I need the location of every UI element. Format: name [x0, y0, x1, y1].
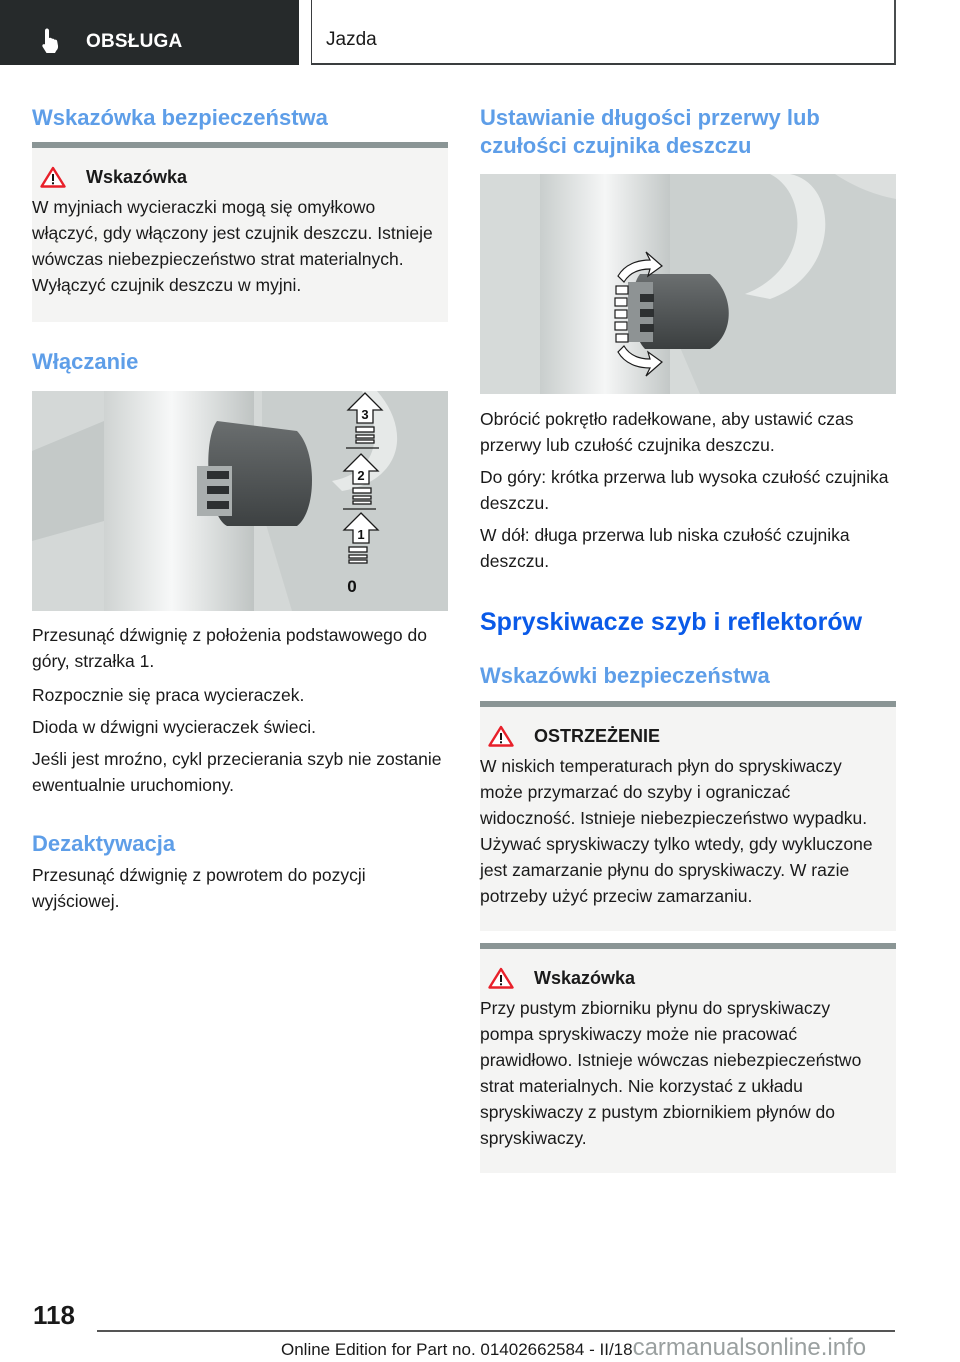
note-box-hint — [32, 142, 448, 322]
paragraph: Przesunąć dźwignię z położenia podstawowego do góry, strzałka 1. — [32, 625, 427, 671]
note-box-hint — [480, 943, 896, 1173]
edition-text: Online Edition for Part no. 01402662584 - II/18 — [281, 1340, 633, 1359]
paragraph: Przesunąć dźwignię z powrotem do pozycji wyjściowej. — [32, 865, 366, 911]
note-title — [480, 725, 884, 747]
warning-triangle-icon — [488, 725, 514, 747]
on-instructions — [32, 622, 448, 798]
off-heading: Dezaktywacja — [32, 831, 176, 856]
note-title-text: Wskazówka — [86, 166, 188, 187]
knurled-wheel-figure — [480, 174, 896, 394]
note-title — [480, 967, 884, 989]
footer-divider — [97, 1330, 895, 1332]
note-title-text: Wskazówka — [534, 967, 636, 988]
paragraph: W dół: długa przerwa lub niska czułość czujnika deszczu. — [480, 525, 850, 571]
svg-text:2: 2 — [357, 468, 365, 483]
note-body: W myjniach wycieraczki mogą się omyłkowo włączyć, gdy włączony jest czujnik deszczu. Istnieje wówczas niebezpieczeństwo strat materialnych. Wyłączyć czujnik deszczu w myjni. — [32, 197, 433, 295]
paragraph: Obrócić pokrętło radełkowane, aby ustawić czas przerwy lub czułość czujnika deszczu. — [480, 409, 854, 455]
note-body: Przy pustym zbiorniku płynu do spryskiwaczy pompa spryskiwaczy może nie pracować prawidłowo. Istnieje wówczas niebezpieczeństwo strat materialnych. Nie korzystać z układu spryskiwaczy z pustym zbiornikiem płynów do spryskiwaczy. — [480, 998, 862, 1148]
note-title — [32, 166, 436, 188]
note-box-warning — [480, 701, 896, 931]
svg-text:0: 0 — [347, 577, 357, 596]
washer-heading: Spryskiwacze szyb i reflektorów — [480, 608, 863, 636]
page-number: 118 — [33, 1300, 75, 1330]
on-heading: Włączanie — [32, 349, 139, 374]
chapter-label: Jazda — [326, 29, 377, 50]
svg-text:3: 3 — [361, 407, 369, 422]
interval-heading: Ustawianie długości przerwy lub czułości czujnika deszczu — [480, 105, 820, 158]
svg-text:1: 1 — [357, 527, 365, 542]
chapter-tab — [311, 0, 896, 65]
paragraph: Dioda w dźwigni wycieraczek świeci. — [32, 717, 316, 737]
warning-triangle-icon — [40, 166, 66, 188]
footer-edition — [281, 1334, 866, 1362]
watermark-link[interactable]: carmanualsonline.info — [632, 1334, 867, 1361]
paragraph: Jeśli jest mroźno, cykl przecierania szyb nie zostanie ewentualnie uruchomiony. — [32, 749, 442, 795]
wiper-lever-figure — [32, 391, 448, 611]
section-tab — [0, 0, 299, 65]
warning-triangle-icon — [488, 967, 514, 989]
note-body: W niskich temperaturach płyn do spryskiwaczy może przymarzać do szyby i ograniczać widoczność. Istnieje niebezpieczeństwo wypadku. Używać spryskiwaczy tylko wtedy, gdy wykluczone jest zamarzanie płynu do spryskiwaczy. W razie potrzeby użyć przeciw zamarzaniu. — [480, 756, 873, 906]
washer-safety-heading: Wskazówki bezpieczeństwa — [480, 663, 770, 688]
section-label: OBSŁUGA — [86, 31, 183, 52]
interval-instructions — [480, 406, 896, 574]
paragraph: Rozpocznie się praca wycieraczek. — [32, 685, 305, 705]
pointing-hand-icon — [40, 27, 64, 53]
paragraph: Do góry: krótka przerwa lub wysoka czułość czujnika deszczu. — [480, 467, 889, 513]
note-title-text: OSTRZEŻENIE — [534, 725, 661, 746]
safety-heading: Wskazówka bezpieczeństwa — [32, 105, 328, 130]
